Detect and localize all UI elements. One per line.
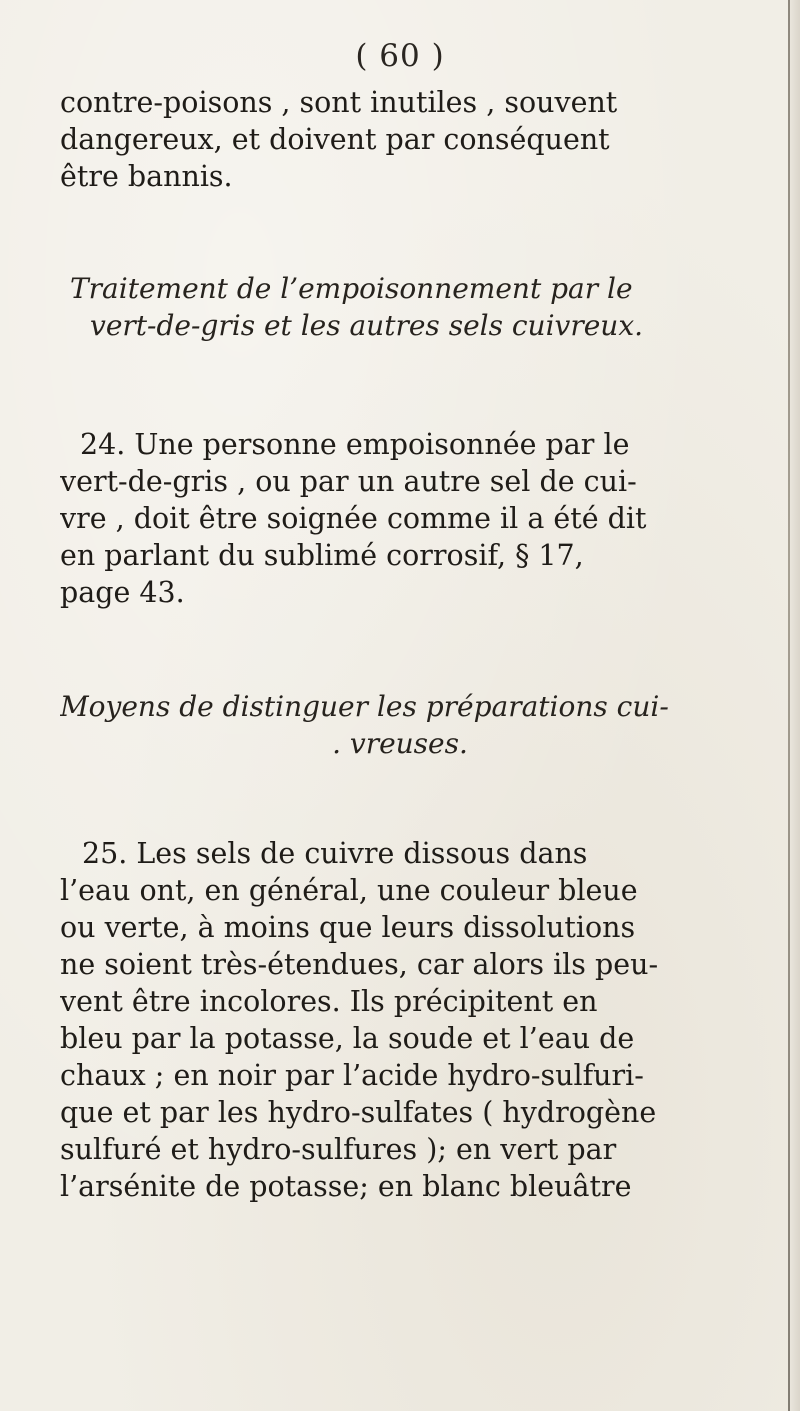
text-line: chaux ; en noir par l’acide hydro-sulfuri- — [60, 1059, 644, 1092]
text-line: contre-poisons , sont inutiles , souvent — [60, 86, 618, 119]
text-line: que et par les hydro-sulfates ( hydrogène — [60, 1096, 657, 1129]
text-line: être bannis. — [60, 160, 233, 193]
page-edge-shadow — [790, 0, 800, 1411]
text-line: l’eau ont, en général, une couleur bleue — [60, 874, 638, 907]
text-line: l’arsénite de potasse; en blanc bleuâtre — [60, 1170, 632, 1203]
text-line: vert-de-gris , ou par un autre sel de cui- — [60, 465, 637, 498]
paragraph-25 — [60, 835, 740, 1205]
paragraph-24 — [60, 426, 740, 611]
text-line: vre , doit être soignée comme il a été dit — [60, 502, 647, 535]
text-line: ne soient très-étendues, car alors ils peu- — [60, 948, 659, 981]
text-line: en parlant du sublimé corrosif, § 17, — [60, 539, 584, 572]
page-edge-line — [788, 0, 790, 1411]
text-line: vent être incolores. Ils précipitent en — [60, 985, 598, 1018]
text-line: sulfuré et hydro-sulfures ); en vert par — [60, 1133, 617, 1166]
text-line: ou verte, à moins que leurs dissolutions — [60, 911, 636, 944]
section-heading-moyens — [60, 688, 740, 762]
heading-line: Moyens de distinguer les préparations cui- — [60, 690, 669, 723]
heading-line: . vreuses. — [332, 727, 468, 760]
text-line: page 43. — [60, 576, 185, 609]
page-number: ( 60 ) — [355, 38, 445, 74]
heading-line: Traitement de l’empoisonnement par le — [70, 272, 633, 305]
text-line: 25. Les sels de cuivre dissous dans — [82, 837, 588, 870]
section-heading-vert-de-gris — [60, 270, 740, 344]
text-line: 24. Une personne empoisonnée par le — [80, 428, 630, 461]
heading-line: vert-de-gris et les autres sels cuivreux. — [90, 309, 644, 342]
paragraph-contre-poisons — [60, 84, 740, 195]
text-line: bleu par la potasse, la soude et l’eau de — [60, 1022, 635, 1055]
text-line: dangereux, et doivent par conséquent — [60, 123, 610, 156]
